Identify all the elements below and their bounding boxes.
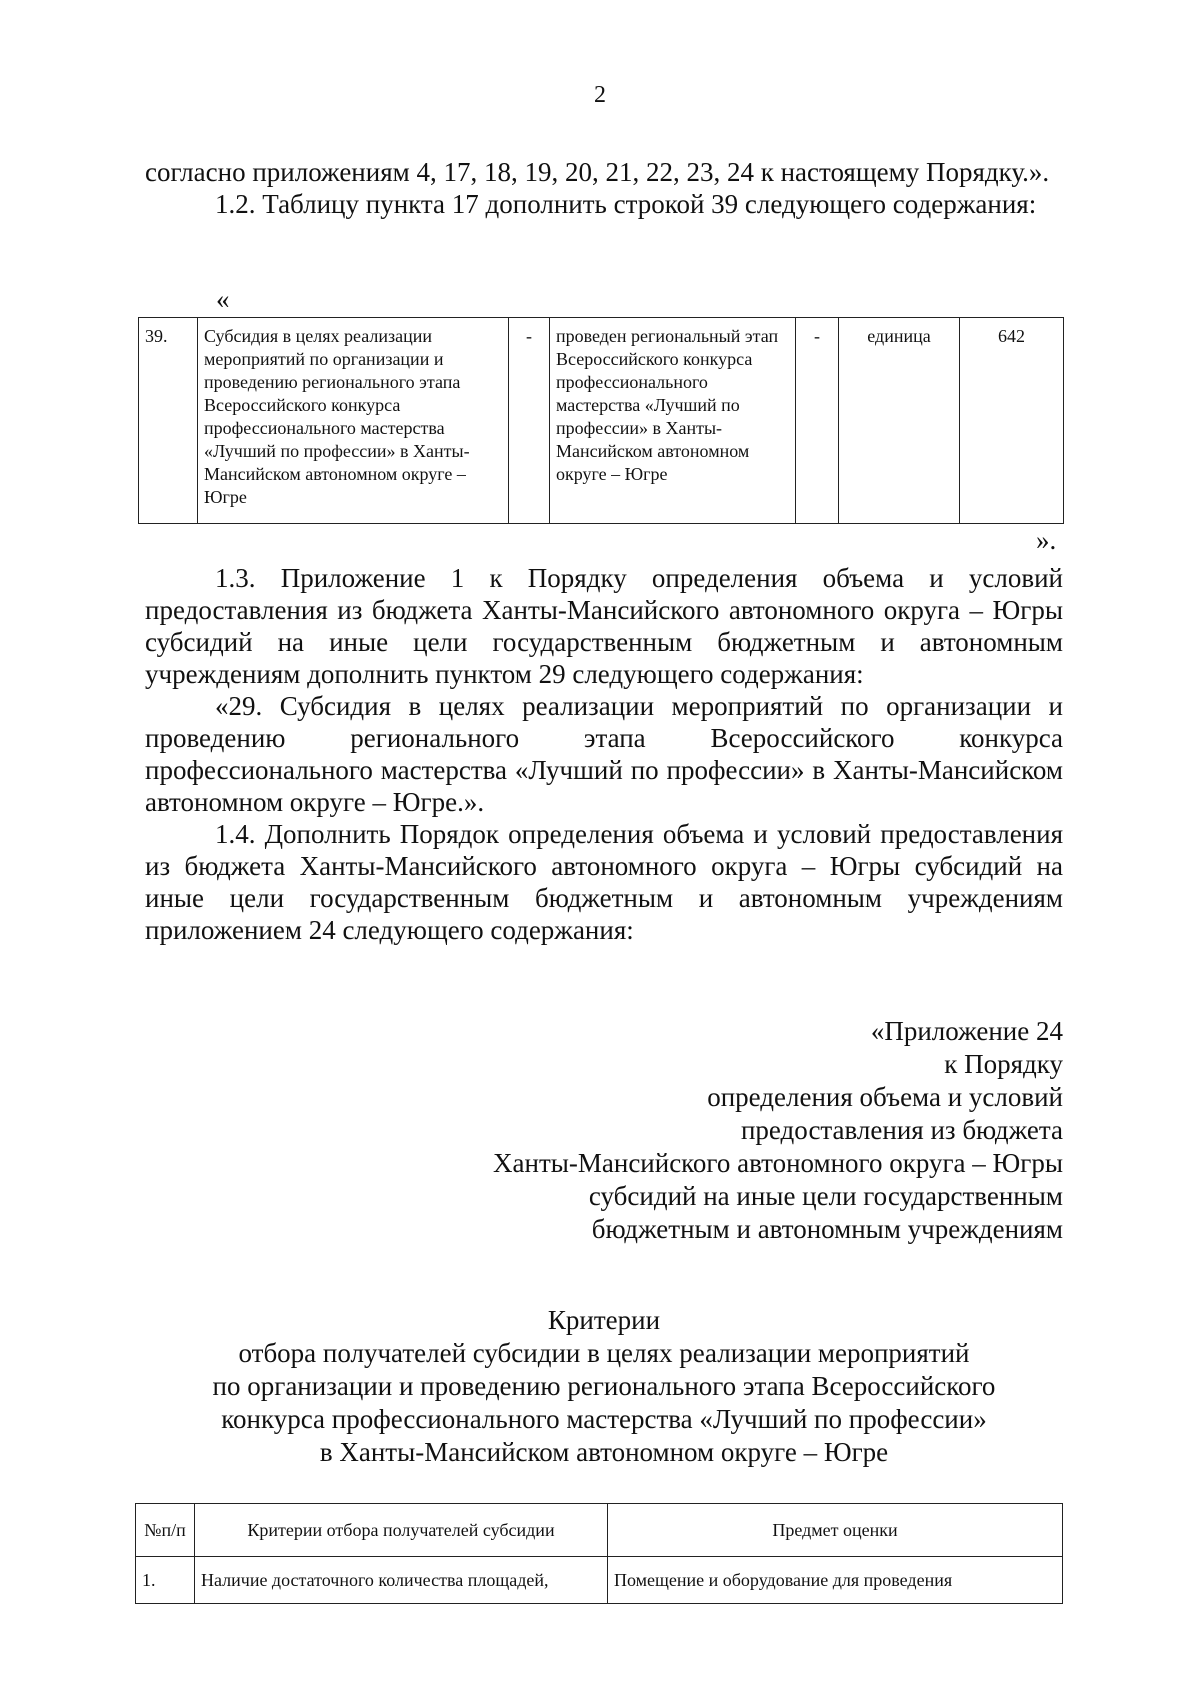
appendix-line: к Порядку [944,1049,1063,1079]
column-header: №п/п [136,1504,195,1557]
criteria-title-line: конкурса профессионального мастерства «Лучший по профессии» [221,1404,987,1434]
appendix-heading [420,1015,1063,1246]
appendix-line: Ханты-Мансийского автономного округа – Югры [493,1148,1063,1178]
table-cell: Помещение и оборудование для проведения [608,1557,1063,1604]
paragraph-1: согласно приложениям 4, 17, 18, 19, 20, 21, 22, 23, 24 к настоящему Порядку.». [145,157,1050,187]
criteria-title-line: в Ханты-Мансийском автономном округе – Югре [319,1437,889,1467]
column-header: Критерии отбора получателей субсидии [195,1504,608,1557]
paragraph-1-3: 1.3. Приложение 1 к Порядку определения объема и условий предоставления из бюджета Ханты-Мансийского автономного округа – Югры субсидий на иные цели государственным бюджетным и автономным учреждениям дополнить пунктом 29 следующего содержания: [145,563,1063,689]
row-number-cell: 39. [139,318,198,524]
subsidy-name-cell: Субсидия в целях реализации мероприятий по организации и проведению регионального этапа Всероссийского конкурса профессионального мастерства «Лучший по профессии» в Ханты-Мансийском автономном округе – Югре [198,318,509,524]
paragraph-1-4: 1.4. Дополнить Порядок определения объема и условий предоставления из бюджета Ханты-Мансийского автономного округа – Югры субсидий на иные цели государственным бюджетным и автономным учреждениям приложением 24 следующего содержания: [145,819,1063,945]
unit-cell: единица [839,318,960,524]
dash-cell: - [509,318,550,524]
table-row [136,1557,1063,1604]
table-cell: Наличие достаточного количества площадей, [195,1557,608,1604]
appendix-line: определения объема и условий [707,1082,1063,1112]
criteria-title-line: отбора получателей субсидии в целях реализации мероприятий [238,1338,970,1368]
criteria-table [135,1503,1063,1604]
page-number: 2 [594,82,606,108]
column-header: Предмет оценки [608,1504,1063,1557]
main-text [145,562,1063,946]
table-row [139,318,1064,524]
appendix-line: предоставления из бюджета [740,1115,1063,1145]
intro-text [145,156,1063,220]
table-cell: 1. [136,1557,195,1604]
value-cell: 642 [960,318,1064,524]
table-row-39 [138,317,1064,524]
closing-quote: ». [1036,525,1057,555]
paragraph-29: «29. Субсидия в целях реализации мероприятий по организации и проведению регионального этапа Всероссийского конкурса профессионального мастерства «Лучший по профессии» в Ханты-Мансийском автономном округе – Югре.». [145,691,1063,817]
criteria-title [145,1304,1063,1469]
appendix-line: бюджетным и автономным учреждениям [591,1214,1063,1244]
result-cell: проведен региональный этап Всероссийского конкурса профессионального мастерства «Лучший по профессии» в Ханты-Мансийском автономном округе – Югре [550,318,796,524]
appendix-line: субсидий на иные цели государственным [588,1181,1063,1211]
appendix-line: «Приложение 24 [870,1016,1063,1046]
opening-quote: « [216,284,230,314]
dash-cell: - [796,318,839,524]
criteria-title-line: по организации и проведению регионального этапа Всероссийского [212,1371,996,1401]
criteria-title-line: Критерии [547,1305,661,1335]
table-header-row [136,1504,1063,1557]
paragraph-1-2: 1.2. Таблицу пункта 17 дополнить строкой 39 следующего содержания: [215,189,1037,219]
